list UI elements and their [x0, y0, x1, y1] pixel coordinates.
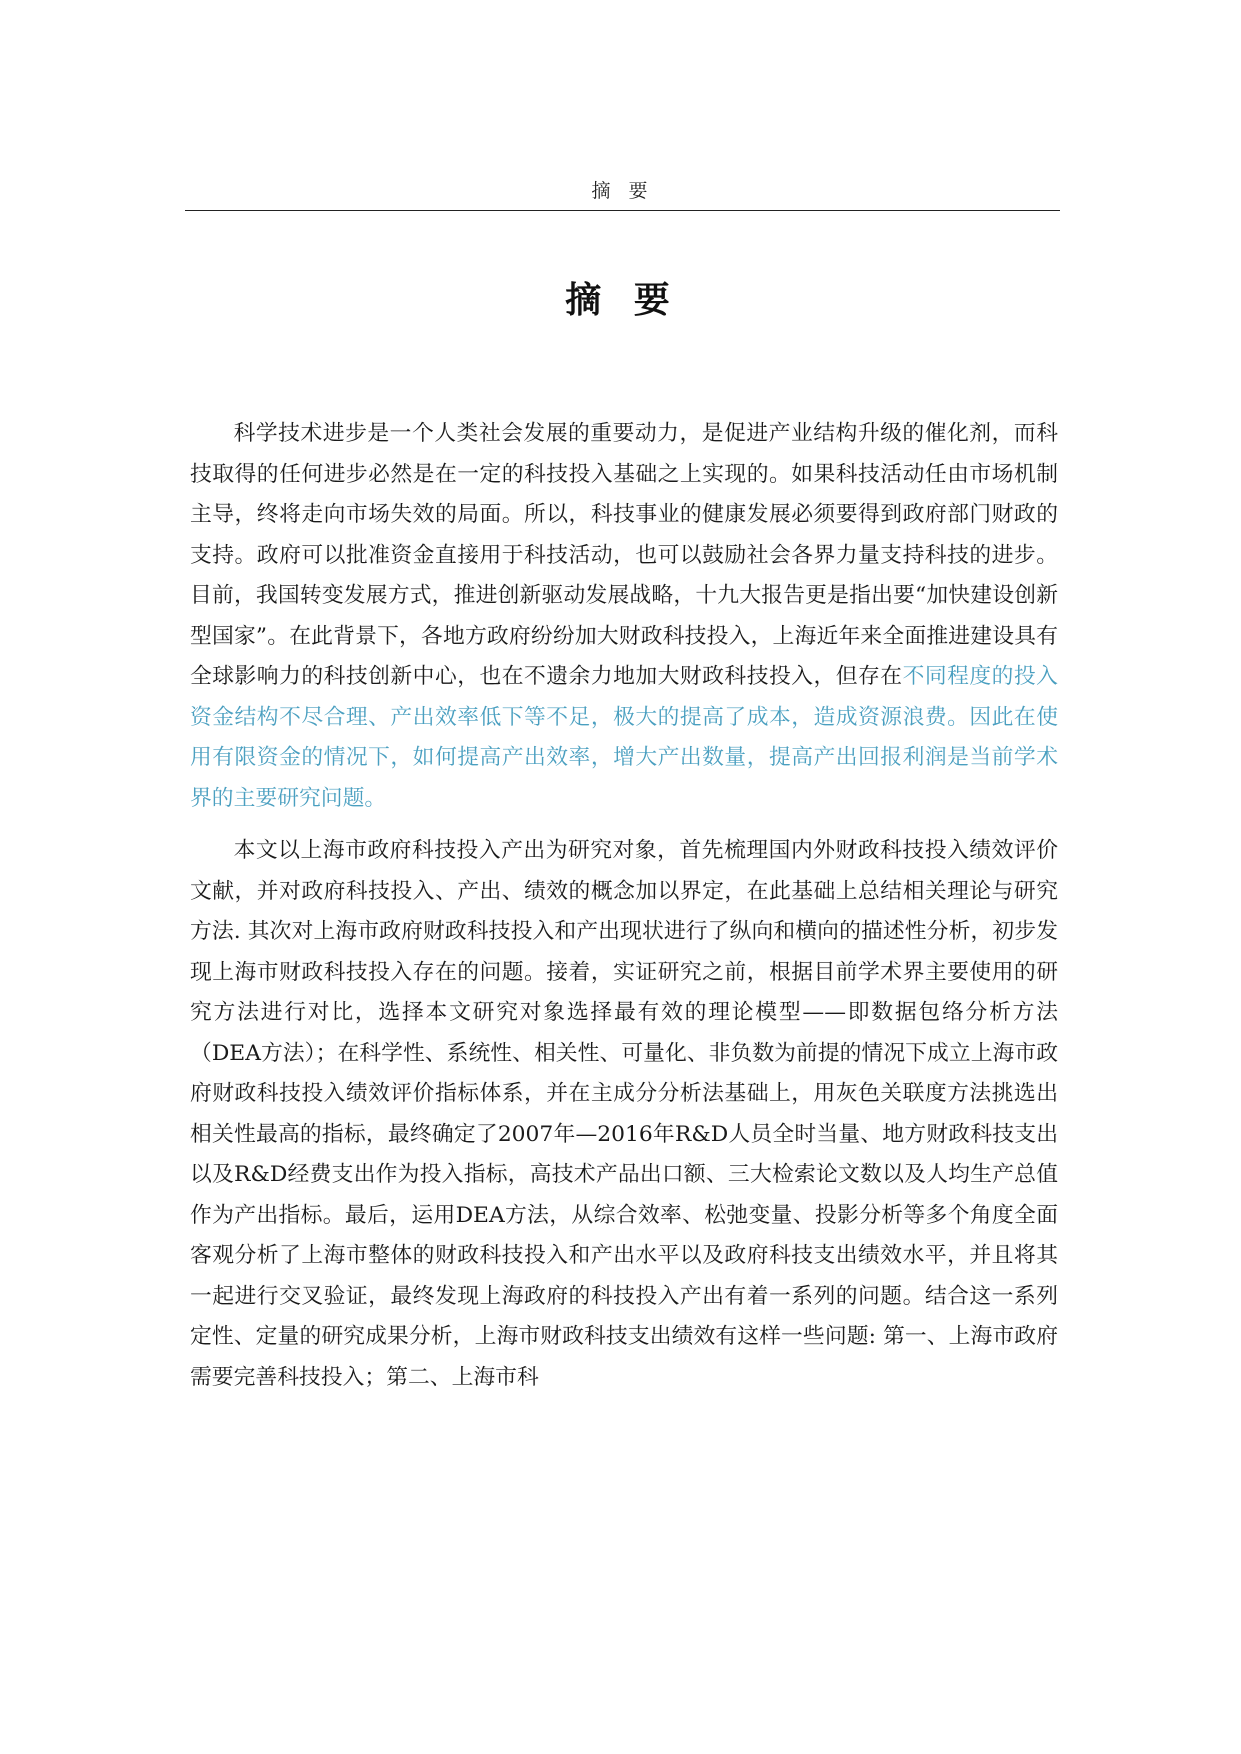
- abstract-body: [190, 414, 1058, 1398]
- paragraph-1-highlight: 不同程度的投入资金结构不尽合理、产出效率低下等不足，极大的提高了成本，造成资源浪费。因此在使用有限资金的情况下，如何提高产出效率，增大产出数量，提高产出回报利润是当前学术界的主要研究问题。: [190, 664, 1058, 811]
- paragraph-1-text: 科学技术进步是一个人类社会发展的重要动力，是促进产业结构升级的催化剂，而科技取得的任何进步必然是在一定的科技投入基础之上实现的。如果科技活动任由市场机制主导，终将走向市场失效的局面。所以，科技事业的健康发展必须要得到政府部门财政的支持。政府可以批准资金直接用于科技活动，也可以鼓励社会各界力量支持科技的进步。目前，我国转变发展方式，推进创新驱动发展战略，十九大报告更是指出要“加快建设创新型国家”。在此背景下，各地方政府纷纷加大财政科技投入，上海近年来全面推进建设具有全球影响力的科技创新中心，也在不遗余力地加大财政科技投入，但存在: [190, 421, 1058, 689]
- running-header: 摘 要: [591, 180, 654, 202]
- abstract-paragraph-2: 本文以上海市政府科技投入产出为研究对象，首先梳理国内外财政科技投入绩效评价文献，并对政府科技投入、产出、绩效的概念加以界定，在此基础上总结相关理论与研究方法. 其次对上海市政府财政科技投入和产出现状进行了纵向和横向的描述性分析，初步发现上海市财政科技投入存在的问题。接着，实证研究之前，根据目前学术界主要使用的研究方法进行对比，选择本文研究对象选择最有效的理论模型——即数据包络分析方法（DEA方法）；在科学性、系统性、相关性、可量化、非负数为前提的情况下成立上海市政府财政科技投入绩效评价指标体系，并在主成分分析法基础上，用灰色关联度方法挑选出相关性最高的指标，最终确定了2007年—2016年R&D人员全时当量、地方财政科技支出以及R&D经费支出作为投入指标，高技术产品出口额、三大检索论文数以及人均生产总值作为产出指标。最后，运用DEA方法，从综合效率、松弛变量、投影分析等多个角度全面客观分析了上海市整体的财政科技投入和产出水平以及政府科技支出绩效水平，并且将其一起进行交叉验证，最终发现上海政府的科技投入产出有着一系列的问题。结合这一系列定性、定量的研究成果分析，上海市财政科技支出绩效有这样一些问题: 第一、上海市政府需要完善科技投入；第二、上海市科: [190, 838, 1058, 1390]
- abstract-paragraph-1: [190, 414, 1058, 819]
- header-rule: [185, 210, 1060, 211]
- page-title: 摘 要: [565, 280, 680, 321]
